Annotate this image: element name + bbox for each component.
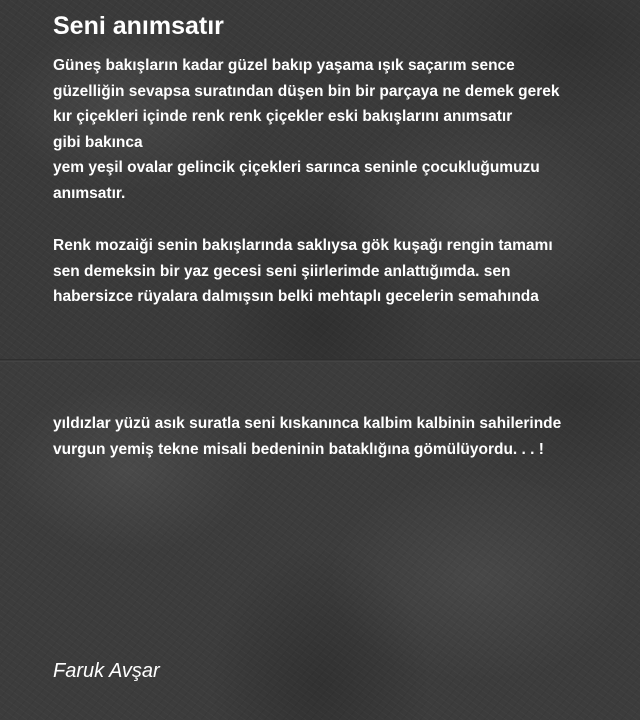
poem-stanza-1 bbox=[53, 53, 560, 207]
poem-line: yıldızlar yüzü asık suratla seni kıskanınca kalbim kalbinin sahilerinde bbox=[53, 415, 562, 432]
poem-author: Faruk Avşar bbox=[53, 660, 160, 682]
poem-line: gibi bakınca bbox=[53, 133, 143, 151]
poem-line: yem yeşil ovalar gelincik çiçekleri sarınca seninle çocukluğumuzu bbox=[53, 159, 540, 177]
poem-line: kır çiçekleri içinde renk renk çiçekler eski bakışlarını anımsatır bbox=[53, 108, 513, 126]
poem-line: vurgun yemiş tekne misali bedeninin bataklığına gömülüyordu. . . ! bbox=[53, 440, 544, 458]
poem-stanza-2 bbox=[53, 233, 553, 310]
poem-line: güzelliğin sevapsa suratından düşen bin bir parçaya ne demek gerek bbox=[53, 82, 560, 100]
poem-stanza-3 bbox=[53, 411, 561, 462]
poem-line: Güneş bakışların kadar güzel bakıp yaşama ışık saçarım sence bbox=[53, 57, 515, 74]
poem-title: Seni anımsatır bbox=[53, 12, 224, 40]
poem-line: habersizce rüyalara dalmışsın belki mehtaplı gecelerin semahında bbox=[53, 288, 539, 306]
poem-line: sen demeksin bir yaz gecesi seni şiirlerimde anlattığımda. sen bbox=[53, 262, 511, 280]
poem-line: Renk mozaiği senin bakışlarında saklıysa gök kuşağı rengin tamamı bbox=[53, 237, 553, 254]
poem-line: anımsatır. bbox=[53, 184, 126, 202]
